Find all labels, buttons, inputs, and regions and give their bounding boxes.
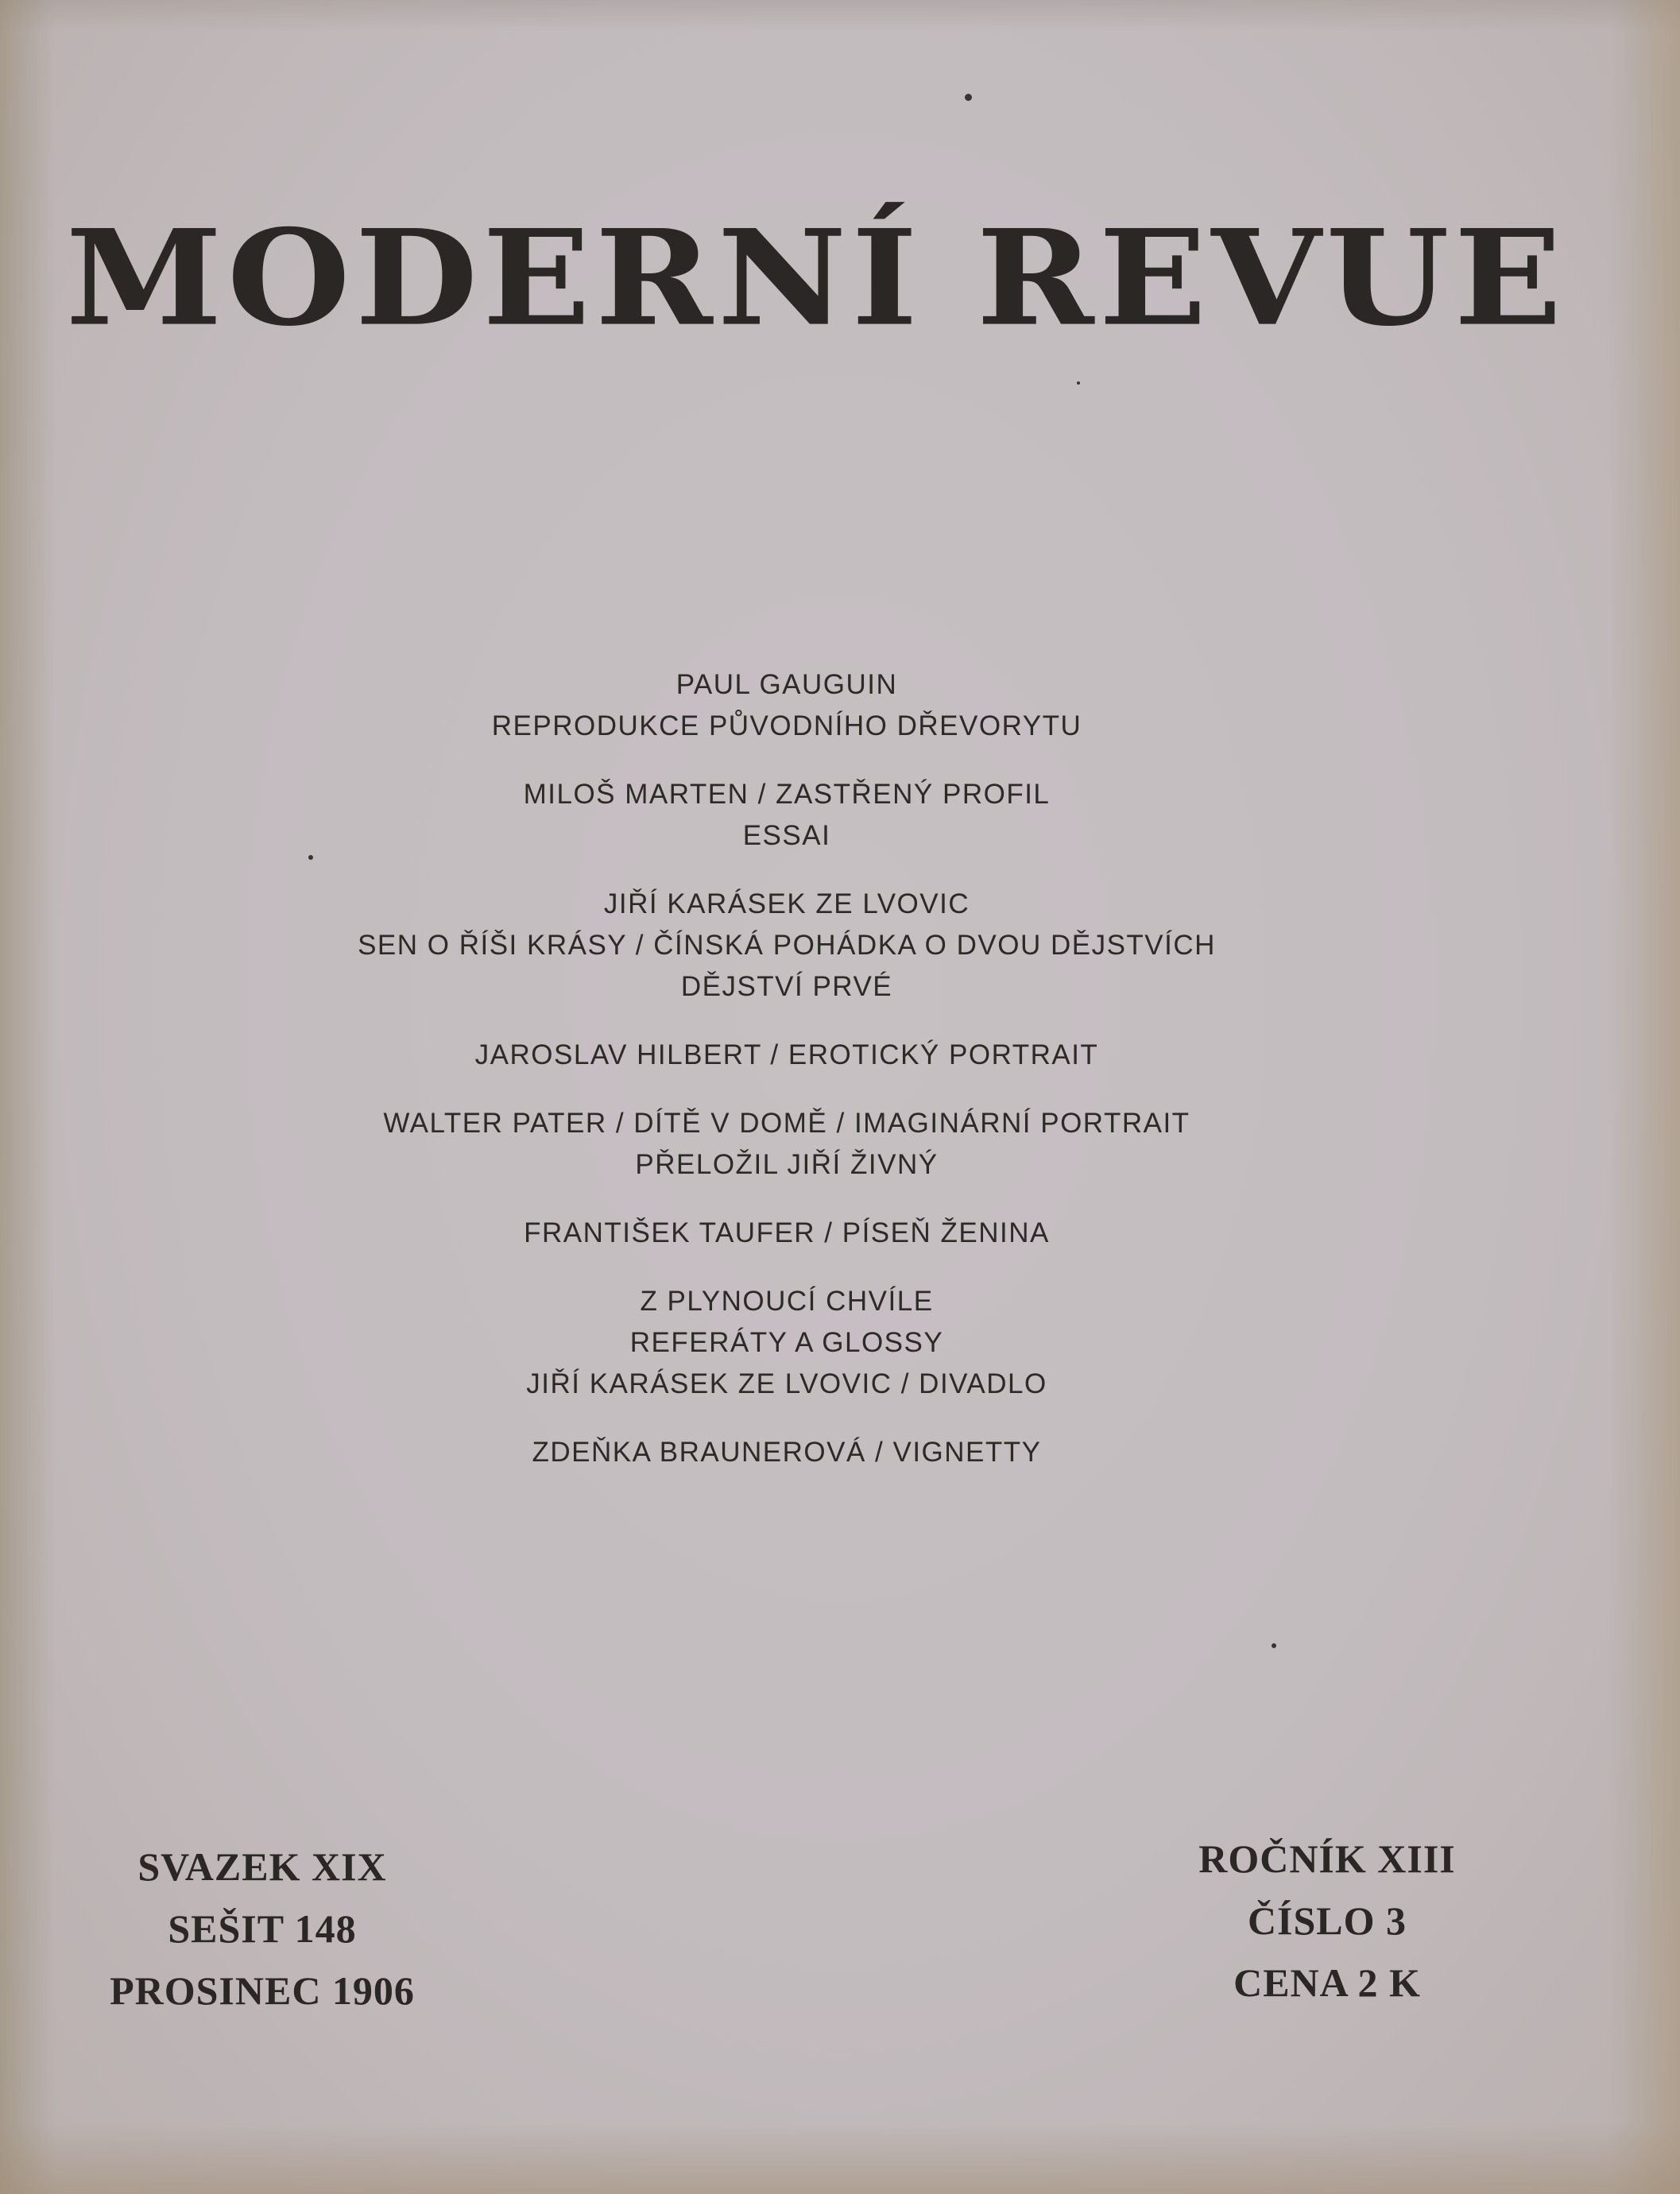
volume-label: SVAZEK XIX (137, 1844, 387, 1889)
contents-entry-plynouci-chvile (0, 1281, 1574, 1405)
contents-line: REPRODUKCE PŮVODNÍHO DŘEVORYTU (491, 710, 1082, 741)
contents-entry-gauguin (0, 664, 1574, 747)
contents-line: REFERÁTY A GLOSSY (629, 1327, 944, 1358)
contents-entry-pater (0, 1103, 1574, 1186)
contents-line: JAROSLAV HILBERT / EROTICKÝ PORTRAIT (474, 1039, 1099, 1070)
price-label: CENA 2 K (1233, 1960, 1421, 2005)
table-of-contents (0, 664, 1574, 1500)
contents-entry-taufer (0, 1213, 1574, 1254)
contents-line: FRANTIŠEK TAUFER / PÍSEŇ ŽENINA (524, 1217, 1050, 1248)
paper-edge-bottom (0, 2122, 1680, 2194)
number-label: ČÍSLO 3 (1247, 1898, 1407, 1943)
contents-line: DĚJSTVÍ PRVÉ (680, 971, 893, 1002)
contents-entry-marten (0, 774, 1574, 857)
masthead-title: MODERNÍ REVUE (65, 200, 1567, 355)
contents-line: Z PLYNOUCÍ CHVÍLE (640, 1286, 934, 1317)
contents-line: PAUL GAUGUIN (675, 669, 898, 700)
contents-line: ESSAI (742, 820, 831, 851)
paper-speck (1272, 1643, 1276, 1648)
contents-line: SEN O ŘÍŠI KRÁSY / ČÍNSKÁ POHÁDKA O DVOU DĚJSTVÍCH (358, 930, 1216, 961)
contents-line: PŘELOŽIL JIŘÍ ŽIVNÝ (635, 1149, 939, 1180)
contents-entry-karasek (0, 884, 1574, 1008)
footer-year-info (1184, 1828, 1470, 2014)
date-label: PROSINEC 1906 (110, 1968, 415, 2013)
issue-label: SEŠIT 148 (168, 1906, 357, 1951)
contents-line: JIŘÍ KARÁSEK ZE LVOVIC (603, 888, 970, 919)
contents-line: MILOŠ MARTEN / ZASTŘENÝ PROFIL (523, 779, 1051, 810)
paper-speck (1077, 381, 1080, 385)
contents-line: WALTER PATER / DÍTĚ V DOMĚ / IMAGINÁRNÍ PORTRAIT (383, 1108, 1190, 1139)
contents-entry-hilbert (0, 1035, 1574, 1076)
paper-edge-top (0, 0, 1680, 32)
contents-line: JIŘÍ KARÁSEK ZE LVOVIC / DIVADLO (526, 1368, 1047, 1399)
footer-issue-info (95, 1836, 429, 2022)
contents-entry-braunerova (0, 1432, 1574, 1473)
masthead (0, 200, 1680, 355)
contents-line: ZDEŇKA BRAUNEROVÁ / VIGNETTY (532, 1437, 1042, 1468)
paper-speck (965, 94, 972, 101)
year-label: ROČNÍK XIII (1198, 1836, 1456, 1881)
